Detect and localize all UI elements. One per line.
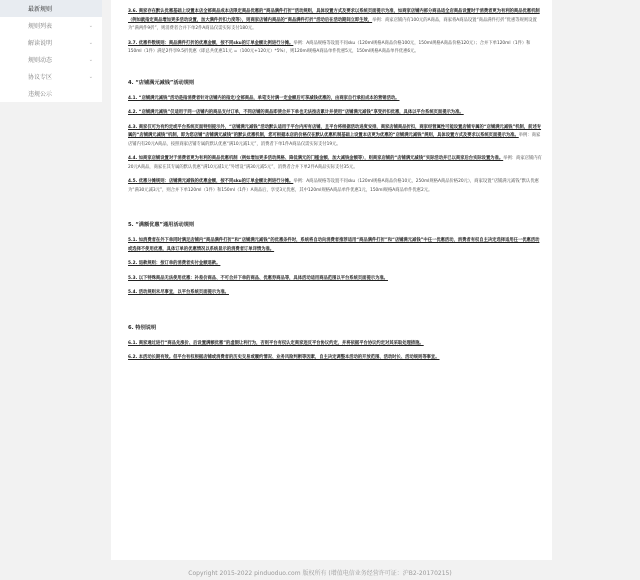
section-title: 4. “店铺满元减钱”活动规则 <box>128 79 195 86</box>
rule-text-emphasis: 4.3. 商家仅可为有约定或平台系统页面特别提示外，“店铺满元减钱”活动默认适用于平台内所有店铺，且平台将根据活动进度安排，商家店铺商品折扣，商家经营属性可能设置店铺专属的“店铺满元减钱”机制，前述专属的“店铺满元减钱”机制，即为您店铺“店铺满元减钱”的默认优惠机制，您可根据本店的价格仅在默认优惠机制基础上设置本店更为优惠的“店铺满元减钱”规则，具体设置方式及要求以系统页面提示为准。 <box>128 124 542 138</box>
chevron-down-icon: ⌄ <box>88 73 93 80</box>
rule-paragraph <box>128 260 543 269</box>
sidebar-item-interpretation[interactable] <box>0 34 102 51</box>
rule-text: 举例：商家店铺内有100元的A商品，商家将A商品设置“商品满件打折”优惠等规则设置为“满两件9折”，则消费者合并下单2件A商品仅需实际支付180元。 <box>128 17 537 31</box>
sidebar-item-agreements[interactable] <box>0 68 102 85</box>
sidebar-item-label: 协议专区 <box>28 74 53 81</box>
rule-paragraph <box>128 155 543 172</box>
sidebar-item-label: 解读说明 <box>28 40 53 47</box>
rule-text-emphasis: 6.1. 商家通过进行“商品先涨价、后设置满额优惠”的虚假让利行为，否则平台有权认定商家违反平台协议约定，并将依据平台协议约定对其采取处理措施。 <box>128 340 424 346</box>
rule-paragraph <box>128 289 543 298</box>
rule-paragraph <box>128 40 543 57</box>
rule-text-emphasis: 3.7. 优惠件数规则：商品满件打折的优惠金额，按不同sku的订单金额比例进行分摊。 <box>128 40 294 46</box>
rule-paragraph <box>128 275 543 284</box>
sidebar-item-rule-list[interactable] <box>0 17 102 34</box>
rule-paragraph <box>128 354 543 363</box>
rule-text: 举例：商家店铺内有20元A商品，按照商家店铺专属的默认优惠“满10元减1元”，消费者下单1件A商品仅需实际支付19元。 <box>128 133 541 147</box>
rule-paragraph <box>128 340 543 349</box>
rule-text: 举例：A商品规格等设置不同sku（120ml规格A商品价格10元，250ml规格A商品价格20元），商家设置“店铺满元减钱”默认优惠为“满30元减3元”，则合并下单120ml（1件）和150ml（1件）A商品后，享受3元优惠，其中120ml规格A商品单件优惠1元，150ml规格A商品单件优惠2元。 <box>128 179 539 193</box>
chevron-down-icon: ⌄ <box>88 56 93 63</box>
rule-text-emphasis: 5.1. 如消费者在外下单同时满足店铺内“商品满件打折”和“店铺满元减钱”的优惠条件时，系统将自动向消费者推荐适用“商品满件打折”和“店铺满元减钱”中任一优惠活动，消费者有权自主决定选择适用任一优惠活动或选择不使用优惠，具体订单的优惠情况以系统显示的消费者订单详情为准。 <box>128 238 540 252</box>
section-title: 6. 特别说明 <box>128 324 157 331</box>
rule-text-emphasis: 6.2. 本活动长期有效。但平台有权根据店铺或消费者的历史交易或履约情况、业务风险判断等因素，自主决定调整本活动的开放范围、活动时长、活动规则等事宜。 <box>128 355 440 360</box>
rule-paragraph <box>128 8 543 34</box>
sidebar-item-violations[interactable] <box>0 85 102 102</box>
sidebar-item-label: 违规公示 <box>28 91 53 98</box>
rule-text-emphasis: 4.5. 优惠分摊规则：店铺满元减钱的优惠金额，按不同sku的订单金额比例进行分摊。 <box>128 179 294 184</box>
rule-paragraph <box>128 124 543 150</box>
rule-text: 举例：商家店铺内有20元A商品，商家在其专属的默认优惠“满10元减1元”外增设“满30元减5元”，消费者合并下单2件A商品实际支付35元。 <box>128 156 542 170</box>
rule-text-emphasis: 5.4. 活动规则未尽事宜，以平台系统页面提示为准。 <box>128 290 229 295</box>
footer-copyright: Copyright 2015-2022 pinduoduo.com 版权所有 (增值电信业务经营许可证：沪B2-20170215) <box>188 570 452 577</box>
sidebar <box>0 0 102 102</box>
rule-text-emphasis: 5.3. 以下特殊商品无法使用优惠：补差价商品、不可合并下单的商品、优惠券商品等，具体活动适用商品范围以平台系统页面提示为准。 <box>128 275 388 281</box>
sidebar-item-label: 最新规则 <box>28 6 53 13</box>
sidebar-item-label: 规则列表 <box>28 23 53 30</box>
sidebar-item-rule-updates[interactable] <box>0 51 102 68</box>
rule-text-emphasis: 4.2. “店铺满元减钱”仅适用于同一店铺内的商品支付订单，不同店铺的商品即使合并下单也无法按店累计并使用“店铺满元减钱”享受折扣优惠，具体以平台系统页面提示为准。 <box>128 110 464 115</box>
rule-document <box>111 0 552 560</box>
chevron-down-icon: ⌄ <box>88 22 93 29</box>
rule-text: 举例：A商品规格等设置不同sku（120ml规格A商品价格100元，150ml规格A商品价格120元）；合并下单120ml（1件）和150ml（1件）满足2件享9.5折优惠（即总共优惠11元 =（100元+120元）*5%），则120ml规格A商品单件优惠5元，150ml规格A商品单件优惠6元。 <box>128 40 531 54</box>
rule-text-emphasis: 5.2. 退款规则：按订单的消费者实付金额退款。 <box>128 261 221 266</box>
sidebar-item-latest-rules[interactable] <box>0 0 102 17</box>
rule-paragraph <box>128 237 543 254</box>
rule-paragraph <box>128 109 543 118</box>
section-title: 5. “满额优惠”通用活动规则 <box>128 222 195 228</box>
sidebar-item-label: 规则动态 <box>28 57 53 64</box>
rule-text-emphasis: 3.6. 商家存在默认优惠基础上设置本店全部商品成本店限定商品优惠的“商品满件打折”活动规则，具体设置方式及要求以系统页面提示为准，如商家店铺内部分商品适全店商品设置时于消费者更为有利的商品优惠机制（例如就指定商品增加更多活动设置，加大满件折扣力度等），则商家店铺内商品的“商品满件打折”活动后在活动期间立即生效， <box>128 9 540 23</box>
rule-paragraph <box>128 178 543 195</box>
rule-paragraph <box>128 95 543 104</box>
rule-text-emphasis: 4.4. 如商家店铺设置对于消费者更为有利的商品优惠机制（例如增加更多活动规格、降低满元的门槛金额、加大减钱金额等），则商家店铺的“店铺满元减钱”实际活动并已以商家后台实际设置为准。 <box>128 156 504 161</box>
chevron-down-icon: ⌄ <box>88 39 93 46</box>
rule-text-emphasis: 4.1. “店铺满元减钱”活动是指消费者针对店铺内的指定/全部商品，单笔支付满一定金额后可享减钱优惠的，由商家自行承担成本的营销活动。 <box>128 95 400 101</box>
